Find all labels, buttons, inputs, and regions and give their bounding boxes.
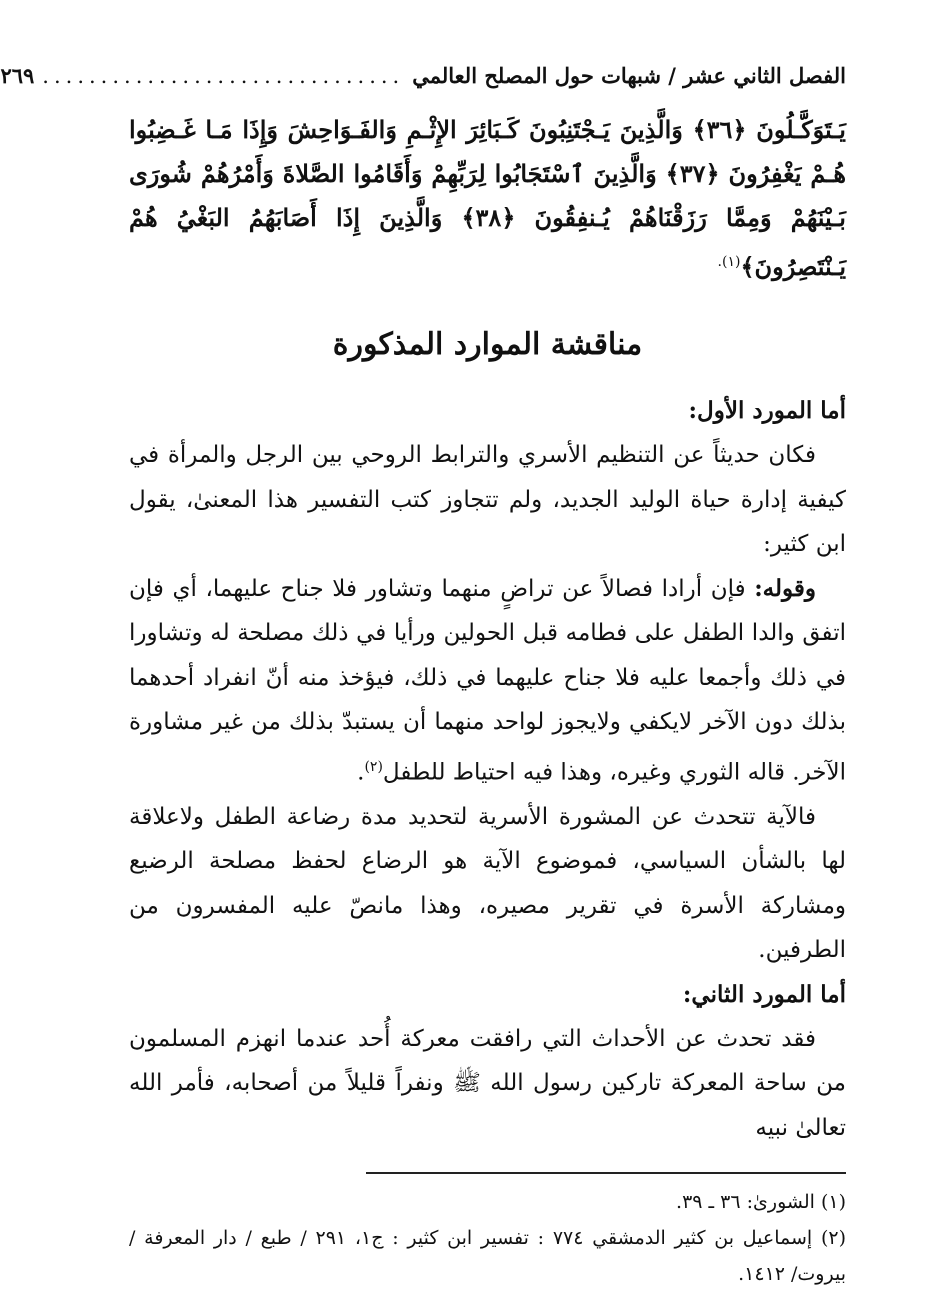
first-case-heading: أما المورد الأول: <box>688 397 846 424</box>
verse-text: يَـتَوَكَّـلُونَ ﴿٣٦﴾ وَالَّذِينَ يَـجْتَنِبُونَ كَـبَائِرَ الإِثْـمِ وَالفَـوَاحِشَ وَإِذَا مَـا غَـضِبُوا هُـمْ يَغْفِرُونَ ﴿٣٧﴾ وَالَّذِينَ ٱسْتَجَابُوا لِرَبِّهِمْ وَأَقَامُوا الصَّلاةَ وَأَمْرُهُمْ شُورَى بَـيْنَهُمْ وَمِمَّا رَزَقْنَاهُمْ يُـنفِقُونَ ﴿٣٨﴾ وَالَّذِينَ إِذَا أَصَابَهُمُ البَغْيُ هُمْ يَـنْتَصِرُونَ﴾ <box>129 115 846 281</box>
section-title: مناقشة الموارد المذكورة <box>332 327 643 362</box>
quran-verse <box>129 108 846 289</box>
quote-footnote-mark: (٢) <box>364 758 383 775</box>
first-case-conclusion: فالآية تتحدث عن المشورة الأسرية لتحديد مدة رضاعة الطفل ولاعلاقة لها بالشأن السياسي، فموضوع الآية هو الرضاع لحفظ مصلحة الرضيع ومشاركة الأسرة في تقرير مصيره، وهذا مانصّ عليه المفسرون من الطرفين. <box>129 803 846 964</box>
chapter-title: الفصل الثاني عشر / شبهات حول المصلح العالمي <box>412 63 846 88</box>
running-header <box>0 44 846 88</box>
second-case-paragraph: فقد تحدث عن الأحداث التي رافقت معركة أُحد عندما انهزم المسلمون من ساحة المعركة تاركين رسول الله ﷺ ونفراً قليلاً من أصحابه، فأمر الله تعالىٰ نبيه <box>129 1025 846 1141</box>
quote-lead: وقوله: <box>754 574 816 602</box>
quote-text: فإن أرادا فصالاً عن تراضٍ منهما وتشاور فلا جناح عليهما، أي فإن اتفق والدا الطفل على فطامه قبل الحولين ورأيا في ذلك مصلحة له وتشاورا في ذلك وأجمعا عليه فلا جناح عليهما في ذلك، فيؤخذ منه أنّ انفراد أحدهما بذلك دون الآخر لايكفي ولايجوز لواحد منهما أن يستبدّ بذلك من غير مشاورة الآخر. قاله الثوري وغيره، وهذا فيه احتياط للطفل <box>129 575 846 786</box>
quote-end: . <box>357 759 365 786</box>
verse-footnote-mark: (١). <box>717 254 741 270</box>
first-case-paragraph: فكان حديثاً عن التنظيم الأسري والترابط الروحي بين الرجل والمرأة في كيفية إدارة حياة الوليد الجديد، ولم تتجاوز كتب التفسير هذا المعنىٰ، يقول ابن كثير: <box>129 442 846 557</box>
footnote-1: (١) الشورىٰ: ٣٦ ـ ٣٩. <box>676 1191 846 1214</box>
footnote-divider <box>366 1172 846 1174</box>
footnotes <box>129 1184 846 1292</box>
footnote-2: (٢) إسماعيل بن كثير الدمشقي ٧٧٤ : تفسير ابن كثير : ج١، ٢٩١ / طبع / دار المعرفة / بيروت/ ١٤١٢. <box>129 1227 847 1286</box>
second-case-heading: أما المورد الثاني: <box>682 980 846 1008</box>
ibn-kathir-quote <box>129 567 846 795</box>
page-number: ٢٦٩ <box>0 63 35 88</box>
leader-dots: ............................... <box>42 64 405 88</box>
